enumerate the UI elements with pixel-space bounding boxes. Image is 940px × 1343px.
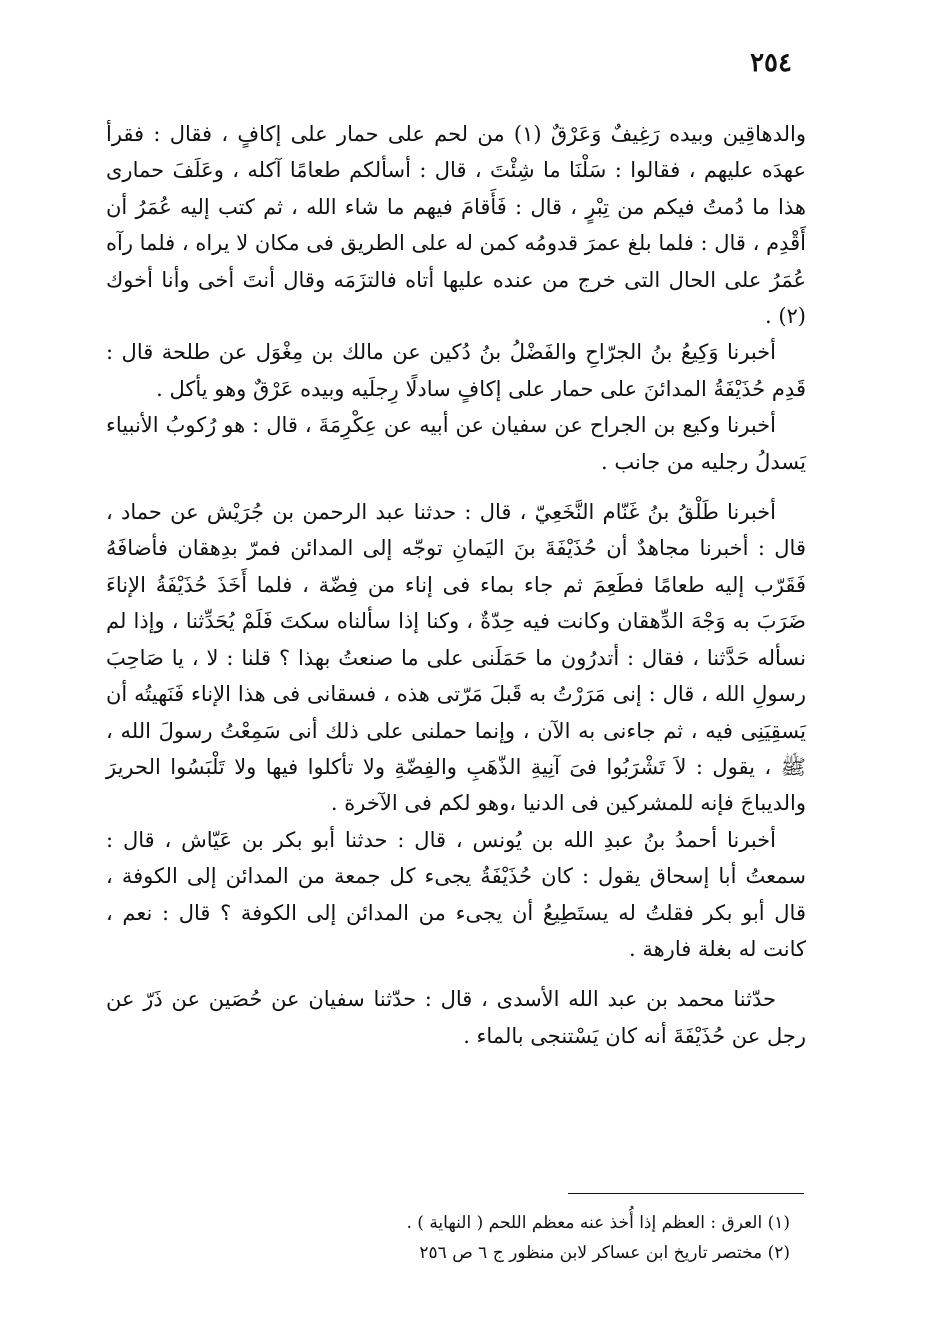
paragraph-ahmad-yunus: أخبرنا أحمدُ بنُ عبدِ الله بن يُونس ، قال : حدثنا أبو بكر بن عَيّاش ، قال : سمعتُ أبا إسحاق يقول : كان حُذَيْفَةُ يجىء كل جمعة من المدائن إلى الكوفة ، قال أبو بكر فقلتُ له يستَطِيعُ أن يجىء من المدائن إلى الكوفة ؟ قال : نعم ، كانت له بغلة فارهة . <box>106 827 806 961</box>
footnote-1: (١) العرق : العظم إذا أُخذ عنه معظم اللحم ( النهاية ) . <box>406 1213 790 1233</box>
footnote-divider <box>568 1193 804 1194</box>
paragraph-continuation: والدهاقِين وبيده رَغِيفٌ وَعَرْقٌ (١) من لحم على حمار على إكافٍ ، فقال : فقرأ عهدَه عليهم ، فقالوا : سَلْنَا ما شِئْتَ ، قال : أسألكم طعامًا آكله ، وعَلَفَ حمارى هذا ما دُمتُ فيكم من تِبْرٍ ، قال : فَأَقامَ فيهم ما شاء الله ، ثم كتب إليه عُمَرُ أن أَقْدِم ، قال : فلما بلغ عمرَ قدومُه كمن له على الطريق فى مكان لا يراه ، فلما رآه عُمَرُ على الحال التى خرج من عنده عليها أتاه فالتزَمَه وقال أنتَ أخى وأنا أخوك (٢) . <box>106 122 806 329</box>
paragraph-waki-fadl: أخبرنا وَكِيعُ بنُ الجرّاحِ والفَضْلُ بنُ دُكين عن مالك بن مِغْوَل عن طلحة قال : قَدِم حُذَيْفَةُ المدائنَ على حمار على إكافٍ سادلًا رِجلَيه وبيده عَرْقٌ وهو يأكل . <box>106 340 806 401</box>
footnotes <box>150 1208 790 1268</box>
footnote-2: (٢) مختصر تاريخ ابن عساكر لابن منظور ج ٦ ص ٢٥٦ <box>419 1243 790 1263</box>
paragraph-talq-ghannam: أخبرنا طَلْقُ بنُ غَنّام النَّخَعِيّ ، قال : حدثنا عبد الرحمن بن جُرَيْش عن حماد ، قال : أخبرنا مجاهدٌ أن حُذَيْفَةَ بنَ اليَمانِ توجّه إلى المدائن فمرّ بدِهقان فأضافَهُ فَقَرّب إليه طعامًا فطَعِمَ ثم جاء بماء فى إناء من فِضّة ، فلما أَخَذَ حُذَيْفَةُ الإناءَ ضَرَبَ به وَجْهَ الدِّهقان وكانت فيه حِدّةٌ ، وكنا إذا سألناه سكتَ فَلَمْ يُحَدِّثنا ، وإذا لم نسأله حَدَّثنا ، فقال : أتدرُون ما حَمَلَنى على ما صنعتُ بهذا ؟ قلنا : لا ، يا صَاحِبَ رسولِ الله ، قال : إنى مَرَرْتُ به قَبلَ مَرّتى هذه ، فسقانى فى هذا الإناء فَنَهيتُه أن يَسقِيَنِى فيه ، ثم جاءنى به الآن ، وإنما حملنى على ذلك أنى سَمِعْتُ رسولَ الله ، ﷺ ، يقول : لاَ تَشْرَبُوا فىَ آنِيةِ الذّهَبِ والفِضّةِ ولا تأكلوا فيها ولا تَلْبَسُوا الحريرَ والديباجَ فإنه للمشركين فى الدنيا ،وهو لكم فى الآخرة . <box>106 500 806 816</box>
main-text <box>106 116 806 1054</box>
paragraph-waki-ikrima: أخبرنا وكيع بن الجراح عن سفيان عن أبيه عن عِكْرِمَةَ ، قال : هو رُكوبُ الأنبياء يَسدلُ رجليه من جانب . <box>106 413 806 474</box>
page-number: ٢٥٤ <box>750 48 792 78</box>
paragraph-muhammad-asadi: حدّثنا محمد بن عبد الله الأسدى ، قال : حدّثنا سفيان عن حُصَين عن ذَرّ عن رجل عن حُذَيْفَةَ أنه كان يَسْتنجى بالماء . <box>106 987 806 1048</box>
